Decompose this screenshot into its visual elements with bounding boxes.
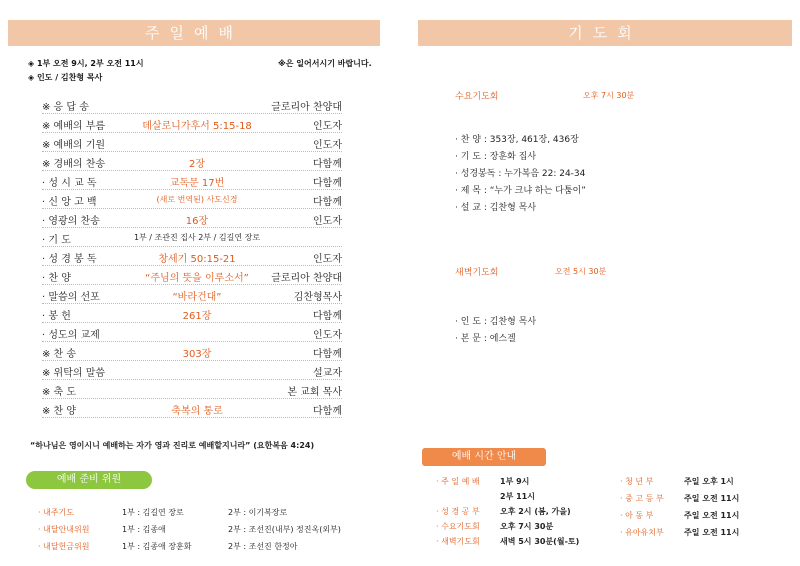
order-item-name: · 말씀의 선포 — [42, 292, 100, 303]
standing-note: ※은 일어서시기 바랍니다. — [278, 59, 372, 68]
prayer-detail-item: · 인 도 : 김찬형 목사 — [455, 317, 537, 327]
order-item-leader: 인도자 — [313, 254, 342, 265]
order-item-name: · 영광의 찬송 — [42, 216, 100, 227]
order-item-name: · 성 경 봉 독 — [42, 254, 97, 265]
order-row — [42, 152, 342, 171]
order-row — [42, 209, 342, 228]
schedule-row — [620, 527, 739, 538]
committee-second: 2부 : 이기복장로 — [228, 508, 288, 517]
committee-label: · 내달헌금위원 — [38, 542, 90, 551]
order-item-detail: 축복의 통로 — [171, 406, 223, 417]
order-item-detail: 데살로니가후서 5:15-18 — [142, 121, 252, 132]
schedule-row — [436, 536, 579, 547]
schedule-label: · 유아유치부 — [620, 528, 664, 537]
prayer-header: 기도회 — [418, 20, 792, 46]
committee-row — [38, 507, 368, 521]
schedule-row — [620, 493, 739, 504]
schedule-label: · 성 경 공 부 — [436, 507, 480, 516]
wednesday-prayer-title: 수요기도회 — [455, 92, 499, 102]
committee-first: 1부 : 김종애 장훈화 — [122, 542, 192, 551]
schedule-label: · 아 동 부 — [620, 511, 654, 520]
order-row — [42, 266, 342, 285]
order-item-leader: 다함께 — [313, 159, 342, 170]
schedule-label: · 새벽기도회 — [436, 537, 480, 546]
committee-first: 1부 : 김길연 장로 — [122, 508, 184, 517]
order-item-detail: (새로 번역된) 사도신경 — [156, 195, 238, 204]
schedule-value: 1부 9시 — [500, 477, 530, 486]
order-row — [42, 380, 342, 399]
order-item-leader: 다함께 — [313, 178, 342, 189]
order-item-detail: 2장 — [188, 159, 206, 170]
order-row — [42, 228, 342, 247]
schedule-value: 주일 오전 11시 — [684, 511, 740, 520]
order-item-detail: 교독문 17번 — [169, 178, 225, 189]
order-row — [42, 304, 342, 323]
order-item-name: ※ 예배의 부름 — [42, 121, 106, 132]
order-item-detail: 16장 — [185, 216, 209, 227]
order-row — [42, 361, 342, 380]
order-row — [42, 323, 342, 342]
prayer-detail-item: · 성경봉독 : 누가복음 22: 24-34 — [455, 169, 586, 179]
order-item-name: ※ 예배의 기원 — [42, 140, 106, 151]
order-row — [42, 285, 342, 304]
schedule-row — [620, 476, 734, 487]
schedule-value: 주일 오후 1시 — [684, 477, 734, 486]
order-row — [42, 247, 342, 266]
order-item-detail: 261장 — [182, 311, 212, 322]
prayer-detail-item: · 설 교 : 김찬형 목사 — [455, 203, 537, 213]
diamond-bullet-icon: ◈ — [28, 73, 35, 82]
order-item-leader: 글로리아 찬양대 — [271, 273, 342, 284]
order-item-name: ※ 경배의 찬송 — [42, 159, 106, 170]
order-item-leader: 인도자 — [313, 330, 342, 341]
order-item-detail: “바라건대” — [172, 292, 222, 303]
order-item-detail: 1부 / 조관진 집사 2부 / 김길연 장로 — [133, 233, 261, 242]
order-row — [42, 133, 342, 152]
committee-row — [38, 541, 368, 555]
order-item-detail: “주님의 뜻을 이루소서” — [145, 273, 249, 284]
schedule-row — [436, 521, 553, 532]
service-times-line: ◈ 1부 오전 9시, 2부 오전 11시 — [28, 59, 144, 68]
schedule-label: · 주 일 예 배 — [436, 477, 480, 486]
prayer-detail-item: · 제 목 : “누가 크냐 하는 다툼이” — [455, 186, 586, 196]
order-row — [42, 342, 342, 361]
order-row — [42, 190, 342, 209]
committee-second: 2부 : 조선진 한정아 — [228, 542, 298, 551]
prayer-detail-item: · 본 문 : 에스겔 — [455, 334, 516, 344]
schedule-row — [436, 491, 535, 502]
order-item-leader: 설교자 — [313, 368, 342, 379]
committee-first: 1부 : 김종애 — [122, 525, 166, 534]
order-item-leader: 본 교회 목사 — [287, 387, 342, 398]
committee-label: · 내주기도 — [38, 508, 74, 517]
order-item-name: · 성 시 교 독 — [42, 178, 97, 189]
leader-line: ◈ 인도 / 김찬형 목사 — [28, 73, 103, 82]
order-item-name: · 기 도 — [42, 235, 71, 246]
worship-header: 주일예배 — [8, 20, 380, 46]
schedule-value: 오후 2시 (봄, 가을) — [500, 507, 571, 516]
order-item-name: · 봉 헌 — [42, 311, 71, 322]
order-row — [42, 95, 342, 114]
order-item-name: ※ 응 답 송 — [42, 102, 89, 113]
wednesday-prayer-time: 오후 7시 30분 — [583, 91, 635, 100]
schedule-label: · 청 년 부 — [620, 477, 654, 486]
order-item-leader: 인도자 — [313, 140, 342, 151]
order-item-leader: 다함께 — [313, 197, 342, 208]
dawn-prayer-details — [455, 314, 536, 348]
order-item-leader: 글로리아 찬양대 — [271, 102, 342, 113]
order-row — [42, 171, 342, 190]
order-item-leader: 다함께 — [313, 349, 342, 360]
schedule-label: · 수요기도회 — [436, 522, 480, 531]
committee-row — [38, 524, 368, 538]
order-row — [42, 114, 342, 133]
committee-title: 예배 준비 위원 — [26, 471, 152, 489]
order-of-worship — [42, 95, 342, 418]
committee-second: 2부 : 조선진(내부) 정진옥(외부) — [228, 525, 341, 534]
order-item-name: ※ 찬 양 — [42, 406, 77, 417]
order-item-name: ※ 찬 송 — [42, 349, 77, 360]
prayer-detail-item: · 찬 양 : 353장, 461장, 436장 — [455, 135, 579, 145]
committee-label: · 내달안내위원 — [38, 525, 90, 534]
order-item-name: ※ 위탁의 말씀 — [42, 368, 106, 379]
order-item-leader: 인도자 — [313, 121, 342, 132]
scripture-verse: “하나님은 영이시니 예배하는 자가 영과 진리로 예배할지니라” (요한복음 4:24) — [30, 441, 315, 450]
order-item-name: ※ 축 도 — [42, 387, 77, 398]
diamond-bullet-icon: ◈ — [28, 59, 35, 68]
order-item-name: · 신 앙 고 백 — [42, 197, 97, 208]
order-item-detail: 303장 — [182, 349, 212, 360]
order-item-detail: 창세기 50:15-21 — [158, 254, 236, 265]
schedule-label: · 중 고 등 부 — [620, 494, 664, 503]
order-item-name: · 찬 양 — [42, 273, 71, 284]
schedule-value: 2부 11시 — [500, 492, 535, 501]
schedule-title: 예배 시간 안내 — [422, 448, 546, 466]
order-item-leader: 다함께 — [313, 311, 342, 322]
schedule-value: 오후 7시 30분 — [500, 522, 554, 531]
schedule-value: 주일 오전 11시 — [684, 494, 740, 503]
schedule-value: 주일 오전 11시 — [684, 528, 740, 537]
dawn-prayer-time: 오전 5시 30분 — [555, 267, 607, 276]
order-item-name: · 성도의 교제 — [42, 330, 100, 341]
schedule-value: 새벽 5시 30분(월-토) — [500, 537, 580, 546]
order-item-leader: 인도자 — [313, 216, 342, 227]
order-item-leader: 김찬형목사 — [293, 292, 342, 303]
schedule-row — [436, 476, 529, 487]
wednesday-prayer-details — [455, 132, 586, 217]
order-row — [42, 399, 342, 418]
prayer-detail-item: · 기 도 : 장훈화 집사 — [455, 152, 537, 162]
schedule-row — [620, 510, 739, 521]
dawn-prayer-title: 새벽기도회 — [455, 268, 499, 278]
schedule-row — [436, 506, 571, 517]
order-item-leader: 다함께 — [313, 406, 342, 417]
